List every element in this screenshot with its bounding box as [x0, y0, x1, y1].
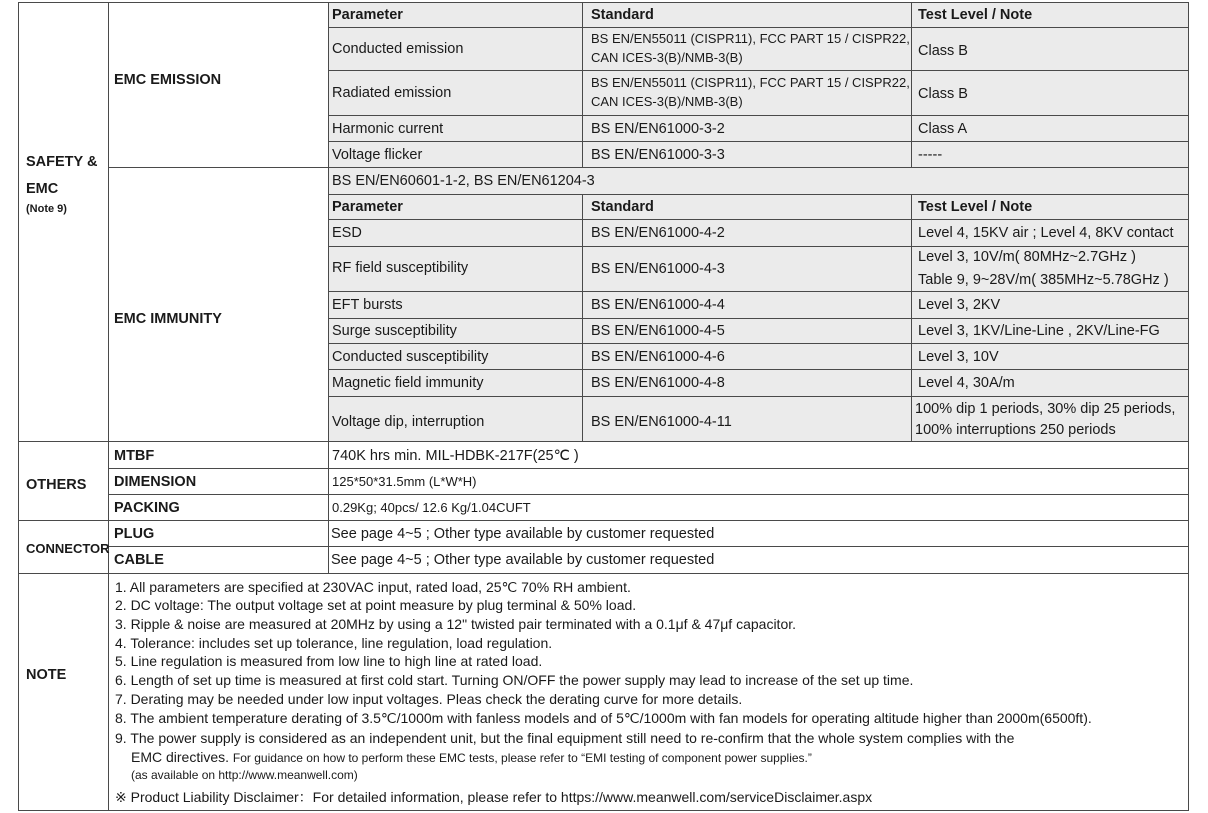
emission-conducted-parameter: Conducted emission: [332, 41, 464, 57]
safety-emc-note-ref: (Note 9): [26, 203, 67, 215]
immunity-rf-level: Level 3, 10V/m( 80MHz~2.7GHz ): [918, 249, 1136, 265]
mtbf-label: MTBF: [114, 448, 155, 464]
immunity-esd-level: Level 4, 15KV air ; Level 4, 8KV contact: [918, 225, 1174, 241]
emission-radiated-standard-line2: CAN ICES-3(B)/NMB-3(B): [591, 94, 743, 109]
immunity-magnetic-parameter: Magnetic field immunity: [332, 375, 484, 391]
immunity-header-standard: Standard: [591, 199, 654, 215]
others-label: OTHERS: [26, 477, 87, 493]
dimension-label: DIMENSION: [114, 474, 197, 490]
immunity-eft-standard: BS EN/EN61000-4-4: [591, 297, 725, 313]
safety-emc-label-line2: EMC: [26, 181, 59, 197]
cable-value: See page 4~5 ; Other type available by customer requested: [331, 552, 715, 568]
emc-immunity-label: EMC IMMUNITY: [114, 311, 222, 327]
immunity-surge-level: Level 3, 1KV/Line-Line , 2KV/Line-FG: [918, 323, 1160, 339]
emission-row-harmonic-bg: [328, 115, 1188, 141]
immunity-header-bg: [328, 194, 1188, 219]
emission-flicker-level: -----: [918, 147, 943, 163]
immunity-conducted-parameter: Conducted susceptibility: [332, 349, 489, 365]
immunity-eft-level: Level 3, 2KV: [918, 297, 1001, 313]
emission-conducted-level: Class B: [918, 43, 968, 59]
note-item-7: 7. Derating may be needed under low input voltages. Pleas check the derating curve for more details.: [115, 691, 743, 707]
emission-flicker-standard: BS EN/EN61000-3-3: [591, 147, 725, 163]
immunity-dip-level-line2: 100% interruptions 250 periods: [915, 422, 1116, 438]
note-item-3: 3. Ripple & noise are measured at 20MHz by using a 12" twisted pair terminated with a 0.1μf & 47μf capacitor.: [115, 616, 797, 632]
immunity-eft-parameter: EFT bursts: [332, 297, 403, 313]
plug-label: PLUG: [114, 526, 155, 542]
immunity-dip-level: 100% dip 1 periods, 30% dip 25 periods,: [915, 401, 1176, 417]
immunity-standards-line: BS EN/EN60601-1-2, BS EN/EN61204-3: [332, 173, 595, 189]
immunity-rf-level-line2: Table 9, 9~28V/m( 385MHz~5.78GHz ): [918, 272, 1169, 288]
note-item-5: 5. Line regulation is measured from low line to high line at rated load.: [115, 653, 543, 669]
cable-label: CABLE: [114, 552, 164, 568]
immunity-magnetic-standard: BS EN/EN61000-4-8: [591, 375, 725, 391]
emission-conducted-standard: BS EN/EN55011 (CISPR11), FCC PART 15 / CISPR22,: [591, 31, 910, 46]
note-item-9-guidance: For guidance on how to perform these EMC tests, please refer to “EMI testing of component power supplies.”: [232, 751, 812, 765]
immunity-dip-standard: BS EN/EN61000-4-11: [591, 414, 732, 430]
emission-radiated-level: Class B: [918, 86, 968, 102]
safety-emc-label: SAFETY &: [26, 154, 98, 170]
note-label: NOTE: [26, 667, 67, 683]
emission-conducted-standard-line2: CAN ICES-3(B)/NMB-3(B): [591, 50, 743, 65]
emc-emission-label: EMC EMISSION: [114, 72, 222, 88]
emission-harmonic-standard: BS EN/EN61000-3-2: [591, 121, 725, 137]
immunity-esd-standard: BS EN/EN61000-4-2: [591, 225, 725, 241]
emission-row-flicker-bg: [328, 141, 1188, 167]
immunity-dip-parameter: Voltage dip, interruption: [332, 414, 485, 430]
emission-flicker-parameter: Voltage flicker: [332, 147, 423, 163]
packing-label: PACKING: [114, 500, 180, 516]
note-item-9: 9. The power supply is considered as an independent unit, but the final equipment still need to re-confirm that the whole system complies with the: [115, 730, 1015, 746]
emission-harmonic-parameter: Harmonic current: [332, 121, 444, 137]
emission-radiated-standard: BS EN/EN55011 (CISPR11), FCC PART 15 / CISPR22,: [591, 75, 910, 90]
immunity-header-parameter: Parameter: [332, 199, 403, 215]
note-item-1: 1. All parameters are specified at 230VAC input, rated load, 25℃ 70% RH ambient.: [115, 579, 631, 595]
note-item-4: 4. Tolerance: includes set up tolerance, line regulation, load regulation.: [115, 635, 553, 651]
immunity-esd-parameter: ESD: [332, 225, 362, 241]
immunity-row-eft-bg: [328, 291, 1188, 318]
emission-harmonic-level: Class A: [918, 121, 968, 137]
immunity-surge-standard: BS EN/EN61000-4-5: [591, 323, 725, 339]
emission-radiated-parameter: Radiated emission: [332, 85, 452, 101]
note-item-8: 8. The ambient temperature derating of 3.5℃/1000m with fanless models and of 5℃/1000m with fan models for operating altitude higher than 2000m(6500ft).: [115, 710, 1092, 726]
immunity-header-level: Test Level / Note: [918, 199, 1033, 215]
note-item-9-emc-directives: EMC directives.: [131, 749, 230, 765]
connector-label: CONNECTOR: [26, 541, 110, 556]
immunity-conducted-standard: BS EN/EN61000-4-6: [591, 349, 725, 365]
mtbf-value: 740K hrs min. MIL-HDBK-217F(25℃ ): [332, 448, 579, 464]
immunity-conducted-level: Level 3, 10V: [918, 349, 999, 365]
immunity-rf-standard: BS EN/EN61000-4-3: [591, 261, 725, 277]
immunity-surge-parameter: Surge susceptibility: [332, 323, 457, 339]
note-item-9-website: (as available on http://www.meanwell.com): [131, 768, 358, 782]
note-item-6: 6. Length of set up time is measured at first cold start. Turning ON/OFF the power supply may lead to increase of the set up time.: [115, 672, 914, 688]
immunity-magnetic-level: Level 4, 30A/m: [918, 375, 1015, 391]
emission-header-parameter: Parameter: [332, 7, 403, 23]
emission-header-bg: [328, 2, 1188, 27]
emission-header-standard: Standard: [591, 7, 654, 23]
note-item-9-continued: [131, 748, 812, 766]
immunity-rf-parameter: RF field susceptibility: [332, 260, 469, 276]
dimension-value: 125*50*31.5mm (L*W*H): [332, 474, 477, 489]
note-item-2: 2. DC voltage: The output voltage set at point measure by plug terminal & 50% load.: [115, 597, 637, 613]
plug-value: See page 4~5 ; Other type available by customer requested: [331, 526, 715, 542]
liability-disclaimer: ※ Product Liability Disclaimer：For detailed information, please refer to https://www.meanwell.com/serviceDisclaimer.aspx: [115, 789, 873, 805]
packing-value: 0.29Kg; 40pcs/ 12.6 Kg/1.04CUFT: [332, 500, 531, 515]
emission-header-level: Test Level / Note: [918, 7, 1033, 23]
